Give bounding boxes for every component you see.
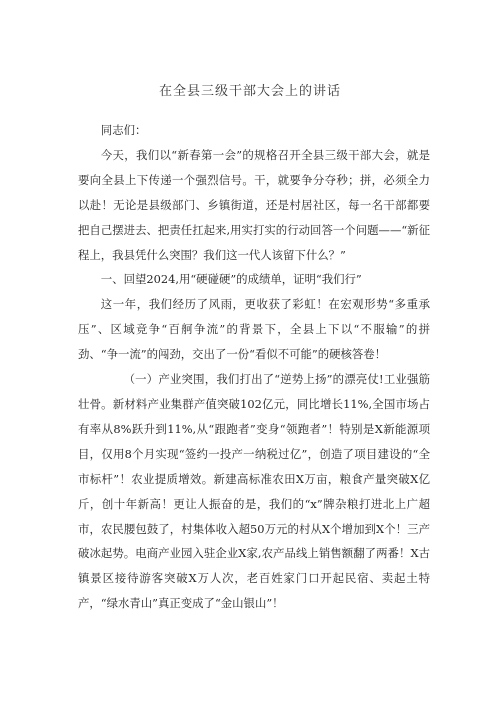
greeting-line: 同志们： <box>100 123 147 137</box>
section-heading-1: 一、回望2024,用“硬碰硬”的成绩单，证明“我们行” <box>100 272 362 287</box>
body-paragraph-1: 今天，我们以“新春第一会”的规格召开全县三级干部大会，就是要向全县上下传递一个强烈信号。干，就要争分夺秒；拼，必须全力以赴！无论是县级部门、乡镇街道，还是村居社区，每一名干部都要把自己摆进去、把责任扛起来,用实打实的行动回答一个问题——“新征程上，我县凭什么突围？我们这一代人该留下什么？” <box>78 147 430 262</box>
body-paragraph-3: （一）产业突围，我们打出了“逆势上扬”的漂亮仗!工业强筋壮骨。新材料产业集群产值突破102亿元，同比增长11%,全国市场占有率从8%跃升到11%,从“跟跑者”变身“领跑者”！特别是X新能源项目，仅用8个月实现“签约一投产一纳税过亿”，创造了项目建设的“全市标杆”！农业提质增效。新建高标准农田X万亩，粮食产量突破X亿斤，创十年新高！更让人振奋的是，我们的“x”牌杂粮打进北上广超市，农民腰包鼓了，村集体收入超50万元的村从X个增加到X个！三产破冰起势。电商产业园入驻企业X家,农产品线上销售额翻了两番！X古镇景区接待游客突破X万人次，老百姓家门口开起民宿、卖起土特产，“绿水青山”真正变成了“金山银山”！ <box>78 372 430 611</box>
document-title: 在全县三级干部大会上的讲话 <box>158 84 341 99</box>
body-paragraph-2: 这一年，我们经历了风雨，更收获了彩虹！在宏观形势“多重承压”、区域竞争“百舸争流”的背景下，全县上下以“不服输”的拼劲、“争一流”的闯劲，交出了一份“看似不可能”的硬核答卷！ <box>78 297 430 362</box>
document-body <box>78 118 430 616</box>
